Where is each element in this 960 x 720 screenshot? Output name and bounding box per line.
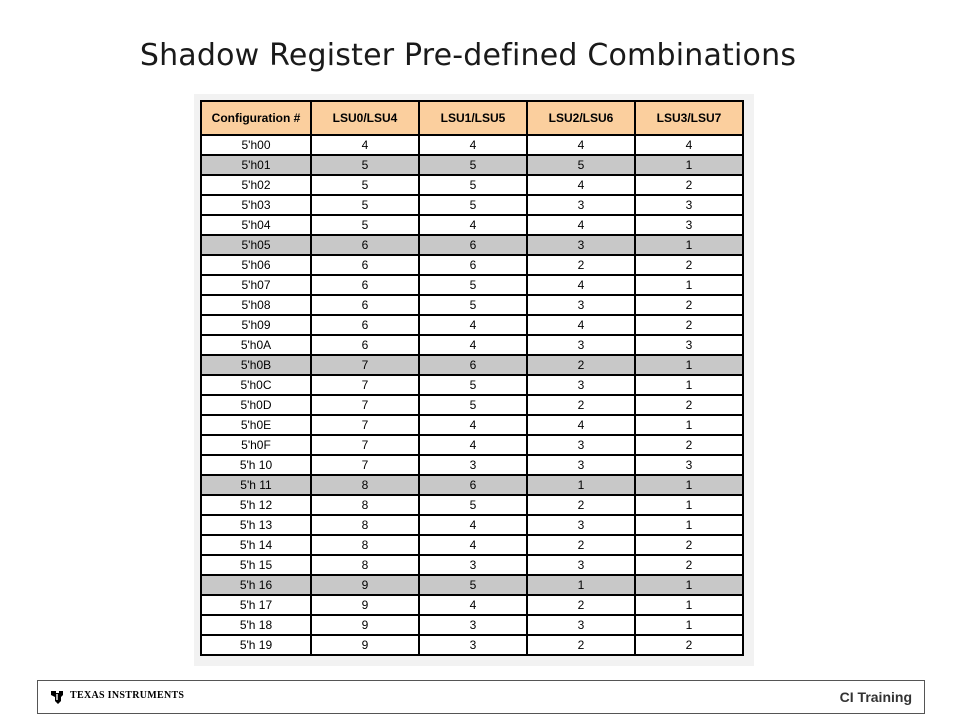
lsu-value-cell: 2 <box>635 395 743 415</box>
configuration-cell: 5'h 13 <box>201 515 311 535</box>
configuration-cell: 5'h0F <box>201 435 311 455</box>
lsu-value-cell: 6 <box>419 475 527 495</box>
lsu-value-cell: 4 <box>419 515 527 535</box>
lsu-value-cell: 2 <box>635 555 743 575</box>
lsu-value-cell: 3 <box>635 455 743 475</box>
lsu-value-cell: 3 <box>527 435 635 455</box>
lsu-value-cell: 2 <box>635 295 743 315</box>
lsu-value-cell: 1 <box>527 575 635 595</box>
table-row <box>201 375 743 395</box>
configuration-cell: 5'h 14 <box>201 535 311 555</box>
configuration-cell: 5'h 10 <box>201 455 311 475</box>
lsu-value-cell: 3 <box>419 555 527 575</box>
lsu-value-cell: 2 <box>635 535 743 555</box>
lsu-value-cell: 4 <box>419 135 527 155</box>
footer-bar <box>37 680 925 714</box>
lsu-value-cell: 3 <box>527 295 635 315</box>
lsu-value-cell: 9 <box>311 595 419 615</box>
lsu-value-cell: 6 <box>311 295 419 315</box>
lsu-value-cell: 1 <box>635 375 743 395</box>
lsu-value-cell: 1 <box>635 595 743 615</box>
lsu-value-cell: 2 <box>527 535 635 555</box>
column-header-lsu1-lsu5: LSU1/LSU5 <box>419 101 527 135</box>
lsu-value-cell: 1 <box>635 355 743 375</box>
texas-instruments-logo-icon <box>48 688 66 706</box>
configuration-cell: 5'h0A <box>201 335 311 355</box>
lsu-value-cell: 6 <box>311 335 419 355</box>
lsu-value-cell: 6 <box>419 255 527 275</box>
table-row <box>201 175 743 195</box>
table-row <box>201 575 743 595</box>
table-row <box>201 395 743 415</box>
lsu-value-cell: 8 <box>311 495 419 515</box>
lsu-value-cell: 5 <box>311 215 419 235</box>
table-body <box>201 135 743 655</box>
lsu-value-cell: 2 <box>527 355 635 375</box>
column-header-configuration: Configuration # <box>201 101 311 135</box>
lsu-value-cell: 2 <box>527 395 635 415</box>
page-title: Shadow Register Pre-defined Combinations <box>139 38 797 73</box>
table-row <box>201 235 743 255</box>
lsu-value-cell: 7 <box>311 435 419 455</box>
table-row <box>201 635 743 655</box>
lsu-value-cell: 2 <box>635 175 743 195</box>
lsu-value-cell: 4 <box>419 215 527 235</box>
lsu-value-cell: 4 <box>527 415 635 435</box>
lsu-value-cell: 6 <box>311 235 419 255</box>
lsu-value-cell: 2 <box>527 495 635 515</box>
table-row <box>201 295 743 315</box>
configuration-cell: 5'h05 <box>201 235 311 255</box>
lsu-value-cell: 7 <box>311 395 419 415</box>
lsu-value-cell: 5 <box>419 275 527 295</box>
lsu-value-cell: 6 <box>419 355 527 375</box>
lsu-value-cell: 5 <box>527 155 635 175</box>
lsu-value-cell: 1 <box>635 155 743 175</box>
configuration-cell: 5'h 11 <box>201 475 311 495</box>
lsu-value-cell: 9 <box>311 635 419 655</box>
table-row <box>201 135 743 155</box>
lsu-value-cell: 5 <box>419 175 527 195</box>
configuration-cell: 5'h0C <box>201 375 311 395</box>
lsu-value-cell: 3 <box>527 615 635 635</box>
lsu-value-cell: 7 <box>311 375 419 395</box>
configuration-cell: 5'h0B <box>201 355 311 375</box>
lsu-value-cell: 2 <box>635 255 743 275</box>
lsu-value-cell: 4 <box>527 135 635 155</box>
configuration-cell: 5'h07 <box>201 275 311 295</box>
configuration-cell: 5'h09 <box>201 315 311 335</box>
lsu-value-cell: 4 <box>527 315 635 335</box>
lsu-value-cell: 4 <box>419 535 527 555</box>
lsu-value-cell: 4 <box>419 315 527 335</box>
table-row <box>201 275 743 295</box>
configuration-cell: 5'h00 <box>201 135 311 155</box>
table-row <box>201 555 743 575</box>
lsu-value-cell: 1 <box>635 575 743 595</box>
lsu-value-cell: 3 <box>635 215 743 235</box>
table-row <box>201 455 743 475</box>
table-row <box>201 255 743 275</box>
configuration-cell: 5'h0E <box>201 415 311 435</box>
configuration-cell: 5'h08 <box>201 295 311 315</box>
lsu-value-cell: 1 <box>635 275 743 295</box>
lsu-value-cell: 9 <box>311 575 419 595</box>
lsu-value-cell: 3 <box>635 195 743 215</box>
lsu-value-cell: 2 <box>527 595 635 615</box>
lsu-value-cell: 1 <box>635 415 743 435</box>
lsu-value-cell: 5 <box>419 295 527 315</box>
lsu-value-cell: 1 <box>635 235 743 255</box>
configuration-cell: 5'h 16 <box>201 575 311 595</box>
lsu-value-cell: 5 <box>311 195 419 215</box>
lsu-value-cell: 4 <box>635 135 743 155</box>
lsu-value-cell: 3 <box>527 555 635 575</box>
lsu-value-cell: 7 <box>311 355 419 375</box>
lsu-value-cell: 5 <box>419 575 527 595</box>
lsu-value-cell: 3 <box>635 335 743 355</box>
lsu-value-cell: 1 <box>635 475 743 495</box>
lsu-value-cell: 5 <box>311 175 419 195</box>
lsu-value-cell: 3 <box>419 615 527 635</box>
lsu-value-cell: 5 <box>311 155 419 175</box>
lsu-value-cell: 1 <box>635 615 743 635</box>
lsu-value-cell: 2 <box>527 635 635 655</box>
lsu-value-cell: 4 <box>419 435 527 455</box>
column-header-lsu2-lsu6: LSU2/LSU6 <box>527 101 635 135</box>
table-container <box>194 94 754 666</box>
configuration-cell: 5'h02 <box>201 175 311 195</box>
table-row <box>201 515 743 535</box>
lsu-value-cell: 4 <box>311 135 419 155</box>
table-row <box>201 355 743 375</box>
configuration-cell: 5'h03 <box>201 195 311 215</box>
lsu-value-cell: 8 <box>311 535 419 555</box>
table-row <box>201 155 743 175</box>
column-header-lsu3-lsu7: LSU3/LSU7 <box>635 101 743 135</box>
configuration-cell: 5'h 12 <box>201 495 311 515</box>
lsu-value-cell: 2 <box>635 635 743 655</box>
table-row <box>201 615 743 635</box>
configuration-cell: 5'h 15 <box>201 555 311 575</box>
column-header-lsu0-lsu4: LSU0/LSU4 <box>311 101 419 135</box>
company-name: TEXAS INSTRUMENTS <box>70 690 185 701</box>
lsu-value-cell: 3 <box>527 455 635 475</box>
lsu-value-cell: 6 <box>311 255 419 275</box>
lsu-value-cell: 7 <box>311 455 419 475</box>
table-row <box>201 215 743 235</box>
lsu-value-cell: 5 <box>419 395 527 415</box>
lsu-value-cell: 3 <box>419 635 527 655</box>
lsu-value-cell: 2 <box>635 315 743 335</box>
lsu-value-cell: 8 <box>311 515 419 535</box>
lsu-value-cell: 3 <box>527 335 635 355</box>
lsu-value-cell: 9 <box>311 615 419 635</box>
lsu-value-cell: 5 <box>419 155 527 175</box>
course-label: CI Training <box>839 689 912 705</box>
lsu-value-cell: 1 <box>527 475 635 495</box>
lsu-value-cell: 5 <box>419 195 527 215</box>
configuration-cell: 5'h0D <box>201 395 311 415</box>
lsu-value-cell: 4 <box>527 215 635 235</box>
lsu-value-cell: 4 <box>419 415 527 435</box>
lsu-value-cell: 6 <box>311 315 419 335</box>
table-row <box>201 315 743 335</box>
lsu-value-cell: 2 <box>527 255 635 275</box>
table-row <box>201 195 743 215</box>
lsu-value-cell: 3 <box>527 515 635 535</box>
configuration-cell: 5'h01 <box>201 155 311 175</box>
lsu-value-cell: 8 <box>311 475 419 495</box>
table-row <box>201 335 743 355</box>
lsu-value-cell: 8 <box>311 555 419 575</box>
table-header-row <box>201 101 743 135</box>
table-row <box>201 475 743 495</box>
lsu-value-cell: 1 <box>635 495 743 515</box>
lsu-value-cell: 4 <box>527 275 635 295</box>
lsu-value-cell: 6 <box>311 275 419 295</box>
lsu-value-cell: 3 <box>527 235 635 255</box>
lsu-value-cell: 3 <box>419 455 527 475</box>
lsu-value-cell: 5 <box>419 375 527 395</box>
configuration-cell: 5'h 18 <box>201 615 311 635</box>
lsu-value-cell: 3 <box>527 375 635 395</box>
configuration-cell: 5'h 17 <box>201 595 311 615</box>
lsu-value-cell: 4 <box>419 595 527 615</box>
lsu-value-cell: 5 <box>419 495 527 515</box>
configuration-cell: 5'h 19 <box>201 635 311 655</box>
combinations-table <box>200 100 744 656</box>
lsu-value-cell: 4 <box>419 335 527 355</box>
configuration-cell: 5'h04 <box>201 215 311 235</box>
lsu-value-cell: 4 <box>527 175 635 195</box>
lsu-value-cell: 2 <box>635 435 743 455</box>
table-row <box>201 435 743 455</box>
lsu-value-cell: 7 <box>311 415 419 435</box>
table-row <box>201 495 743 515</box>
configuration-cell: 5'h06 <box>201 255 311 275</box>
table-row <box>201 595 743 615</box>
table-row <box>201 535 743 555</box>
lsu-value-cell: 1 <box>635 515 743 535</box>
table-row <box>201 415 743 435</box>
lsu-value-cell: 6 <box>419 235 527 255</box>
lsu-value-cell: 3 <box>527 195 635 215</box>
